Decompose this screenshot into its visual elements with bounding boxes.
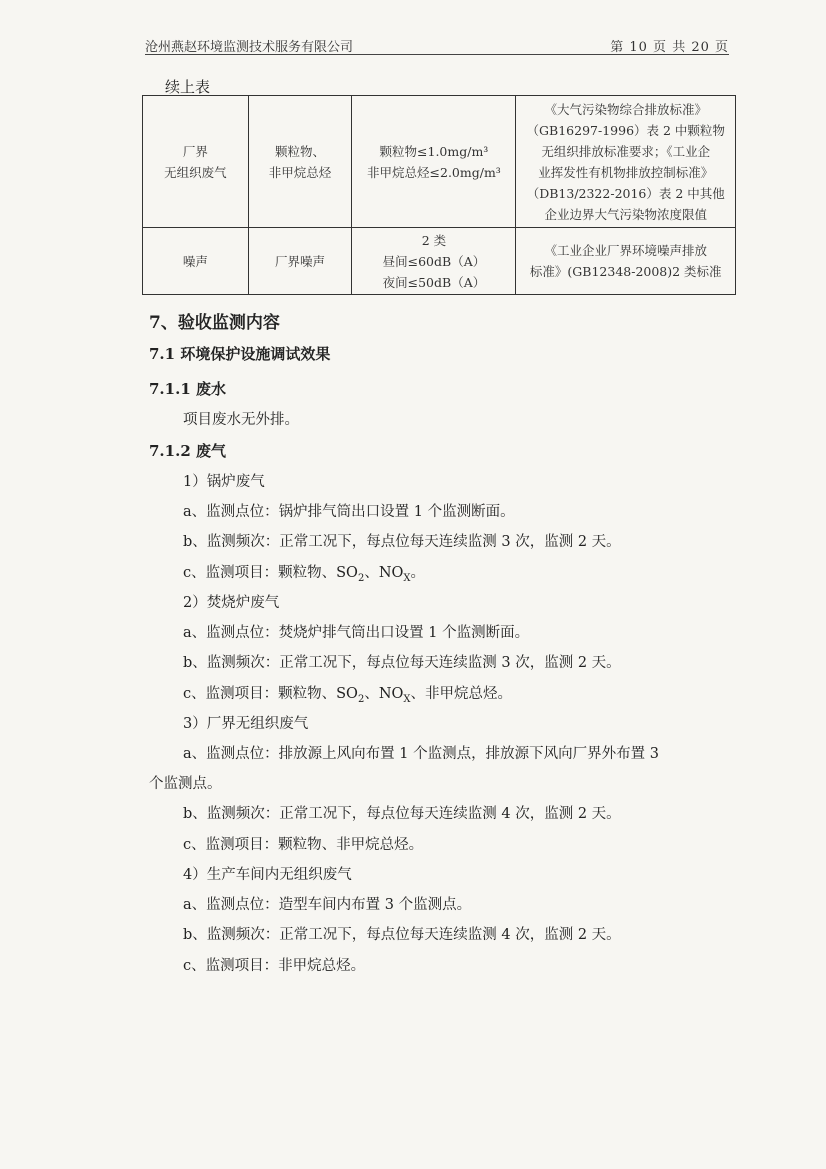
workshop-frequency: b、监测频次：正常工况下，每点位每天连续监测 4 次，监测 2 天。 (183, 927, 621, 943)
boiler-title: 1）锅炉废气 (183, 474, 265, 490)
section-7-1-1-heading: 7.1.1 废水 (149, 380, 226, 398)
incinerator-items: c、监测项目：颗粒物、$SO_2$、$NO_X$、非甲烷总烃。 (183, 686, 513, 705)
company-name: 沧州燕赵环境监测技术服务有限公司 (145, 40, 354, 55)
wastewater-text: 项目废水无外排。 (183, 412, 299, 428)
page-header (145, 34, 729, 55)
incinerator-title: 2）焚烧炉废气 (183, 595, 280, 611)
continued-table-label: 续上表 (165, 78, 211, 96)
items-cell: 厂界噪声 (248, 228, 352, 295)
standards-table (142, 95, 736, 295)
boiler-items: c、监测项目：颗粒物、$SO_2$、$NO_X$。 (183, 565, 426, 584)
workshop-title: 4）生产车间内无组织废气 (183, 867, 352, 883)
fugitive-frequency: b、监测频次：正常工况下，每点位每天连续监测 4 次，监测 2 天。 (183, 806, 621, 822)
section-7-1-heading: 7.1 环境保护设施调试效果 (149, 345, 331, 363)
fugitive-point-line2: 个监测点。 (149, 776, 222, 792)
items-cell: 颗粒物、 非甲烷总烃 (248, 96, 352, 228)
limits-cell: 2 类 昼间≤60dB（A） 夜间≤50dB（A） (352, 228, 516, 295)
workshop-items: c、监测项目：非甲烷总烃。 (183, 958, 366, 974)
page-number: 第 10 页 共 20 页 (610, 40, 729, 55)
incinerator-point: a、监测点位：焚烧炉排气筒出口设置 1 个监测断面。 (183, 625, 530, 641)
section-7-1-2-heading: 7.1.2 废气 (149, 442, 226, 460)
limits-cell: 颗粒物≤1.0mg/m³ 非甲烷总烃≤2.0mg/m³ (352, 96, 516, 228)
fugitive-title: 3）厂界无组织废气 (183, 716, 309, 732)
fugitive-items: c、监测项目：颗粒物、非甲烷总烃。 (183, 837, 424, 853)
workshop-point: a、监测点位：造型车间内布置 3 个监测点。 (183, 897, 472, 913)
boiler-frequency: b、监测频次：正常工况下，每点位每天连续监测 3 次，监测 2 天。 (183, 534, 621, 550)
category-cell: 噪声 (143, 228, 249, 295)
section-7-heading: 7、验收监测内容 (149, 313, 280, 333)
table-row (143, 228, 736, 295)
standard-cell: 《大气污染物综合排放标准》 （GB16297-1996）表 2 中颗粒物 无组织排放标准要求；《工业企 业挥发性有机物排放控制标准》 （DB13/2322-2016）表 2 中其他 企业边界大气污染物浓度限值 (516, 96, 736, 228)
fugitive-point-line1: a、监测点位：排放源上风向布置 1 个监测点，排放源下风向厂界外布置 3 (183, 746, 659, 762)
category-cell: 厂界 无组织废气 (143, 96, 249, 228)
incinerator-frequency: b、监测频次：正常工况下，每点位每天连续监测 3 次，监测 2 天。 (183, 655, 621, 671)
standard-cell: 《工业企业厂界环境噪声排放 标准》(GB12348-2008)2 类标准 (516, 228, 736, 295)
table-row (143, 96, 736, 228)
boiler-point: a、监测点位：锅炉排气筒出口设置 1 个监测断面。 (183, 504, 515, 520)
